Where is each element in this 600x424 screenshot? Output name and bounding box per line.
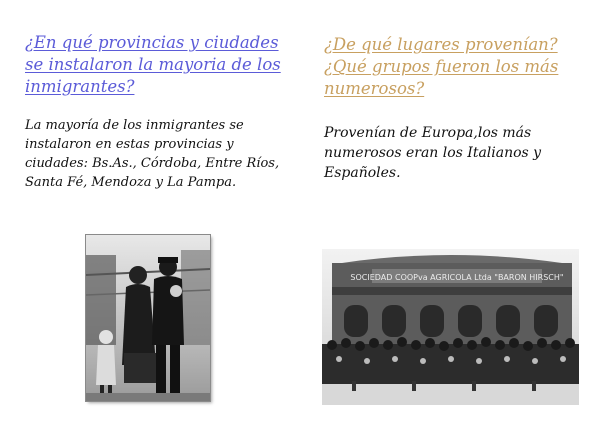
building-group-photo-icon [322,249,579,405]
left-question-heading[interactable]: ¿En qué provincias y ciudades se instalaron la mayoria de los inmigrantes? [25,33,281,96]
cooperative-building-photo [322,249,579,405]
family-photo-icon [86,235,210,401]
immigrant-family-photo [86,235,210,401]
left-answer-text: La mayoría de los inmigrantes se instalaron en estas provincias y ciudades: Bs.As., Córdoba, Entre Ríos, Santa Fé, Mendoza y La Pampa. [25,118,280,190]
building-sign-text: SOCIEDAD COOPva AGRICOLA Ltda "BARON HIRSCH" [350,273,564,282]
right-question-heading[interactable]: ¿De qué lugares provenían? ¿Qué grupos fueron los más numerosos? [324,35,559,98]
right-answer-text: Provenían de Europa,los más numerosos eran los Italianos y Españoles. [324,125,542,181]
